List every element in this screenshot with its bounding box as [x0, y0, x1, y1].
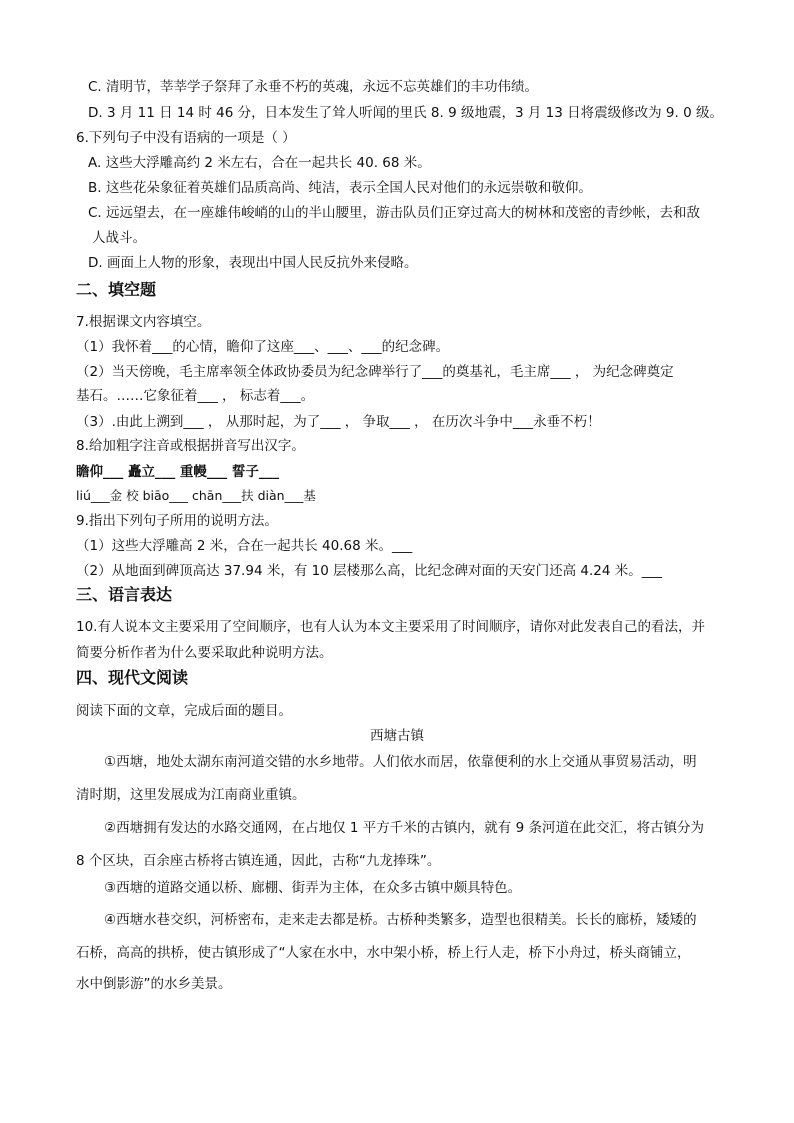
- article-paragraph-4-line3: 水中倒影游”的水乡美景。: [76, 976, 232, 992]
- q9-stem: 9.指出下列句子所用的说明方法。: [76, 513, 278, 529]
- q7-sub1: （1）我怀着___的心情，瞻仰了这座___、___、___的纪念碑。: [76, 339, 450, 355]
- q8-row2: liú___金 校 biāo___ chān___扶 diàn___基: [76, 488, 316, 503]
- q6-option-b: B. 这些花朵象征着英雄们品质高尚、纯洁，表示全国人民对他们的永远崇敬和敬仰。: [88, 180, 592, 196]
- q8-row1: 瞻仰___ 矗立___ 重幔___ 誓子___: [76, 464, 280, 480]
- article-paragraph-3: ③西塘的道路交通以桥、廊棚、街弄为主体，在众多古镇中颇具特色。: [104, 880, 522, 896]
- q10-line2: 简要分析作者为什么要采取此种说明方法。: [76, 645, 333, 661]
- q7-sub3: （3）.由此上溯到___ ， 从那时起，为了___ ， 争取___ ， 在历次斗争中___永垂不朽！: [76, 414, 601, 430]
- q8-stem: 8.给加粗字注音或根据拼音写出汉字。: [76, 438, 305, 454]
- article-title: 西塘古镇: [370, 728, 424, 744]
- section-heading-language: 三、语言表达: [76, 585, 173, 604]
- q7-sub2-line2: 基石。……它象征着___ ， 标志着___。: [76, 388, 315, 404]
- q6-stem: 6.下列句子中没有语病的一项是（ ）: [76, 130, 296, 146]
- q10-line1: 10.有人说本文主要采用了空间顺序，也有人认为本文主要采用了时间顺序，请你对此发表自己的看法，并: [76, 619, 705, 635]
- q5-option-d: D. 3 月 11 日 14 时 46 分，日本发生了耸人听闻的里氏 8. 9 级地震，3 月 13 日将震级修改为 9. 0 级。: [88, 105, 723, 121]
- reading-intro: 阅读下面的文章，完成后面的题目。: [76, 703, 292, 719]
- article-paragraph-2-line2: 8 个区块，百余座古桥将古镇连通，因此，古称“九龙捧珠”。: [76, 853, 441, 869]
- article-paragraph-4-line2: 石桥，高高的拱桥，使古镇形成了“人家在水中，水中架小桥，桥上行人走，桥下小舟过，桥头商铺立，: [76, 945, 691, 961]
- q9-sub2: （2）从地面到碑顶高达 37.94 米，有 10 层楼那么高，比纪念碑对面的天安门还高 4.24 米。___: [76, 563, 662, 579]
- section-heading-fill-in: 二、填空题: [76, 280, 157, 299]
- article-paragraph-4-line1: ④西塘水巷交织，河桥密布，走来走去都是桥。古桥种类繁多，造型也很精美。长长的廊桥，矮矮的: [104, 912, 697, 928]
- article-paragraph-2-line1: ②西塘拥有发达的水路交通网，在占地仅 1 平方千米的古镇内，就有 9 条河道在此交汇，将古镇分为: [104, 820, 704, 836]
- q7-sub2-line1: （2）当天傍晚，毛主席率领全体政协委员为纪念碑举行了___的奠基礼，毛主席___ ， 为纪念碑奠定: [76, 364, 674, 380]
- article-paragraph-1-line1: ①西塘，地处太湖东南河道交错的水乡地带。人们依水而居，依靠便利的水上交通从事贸易活动，明: [104, 754, 697, 770]
- q6-option-c-line1: C. 远远望去，在一座雄伟峻峭的山的半山腰里，游击队员们正穿过高大的树林和茂密的青纱帐，去和敌: [88, 205, 701, 221]
- article-paragraph-1-line2: 清时期，这里发展成为江南商业重镇。: [76, 787, 306, 803]
- q7-stem: 7.根据课文内容填空。: [76, 314, 211, 330]
- q6-option-a: A. 这些大浮雕高约 2 米左右，合在一起共长 40. 68 米。: [88, 155, 431, 171]
- section-heading-reading: 四、现代文阅读: [76, 668, 189, 687]
- q6-option-d: D. 画面上人物的形象，表现出中国人民反抗外来侵略。: [88, 255, 418, 271]
- q6-option-c-line2: 人战斗。: [92, 230, 146, 246]
- q5-option-c: C. 清明节，莘莘学子祭拜了永垂不朽的英魂，永远不忘英雄们的丰功伟绩。: [88, 79, 539, 95]
- q9-sub1: （1）这些大浮雕高 2 米，合在一起共长 40.68 米。___: [76, 538, 413, 554]
